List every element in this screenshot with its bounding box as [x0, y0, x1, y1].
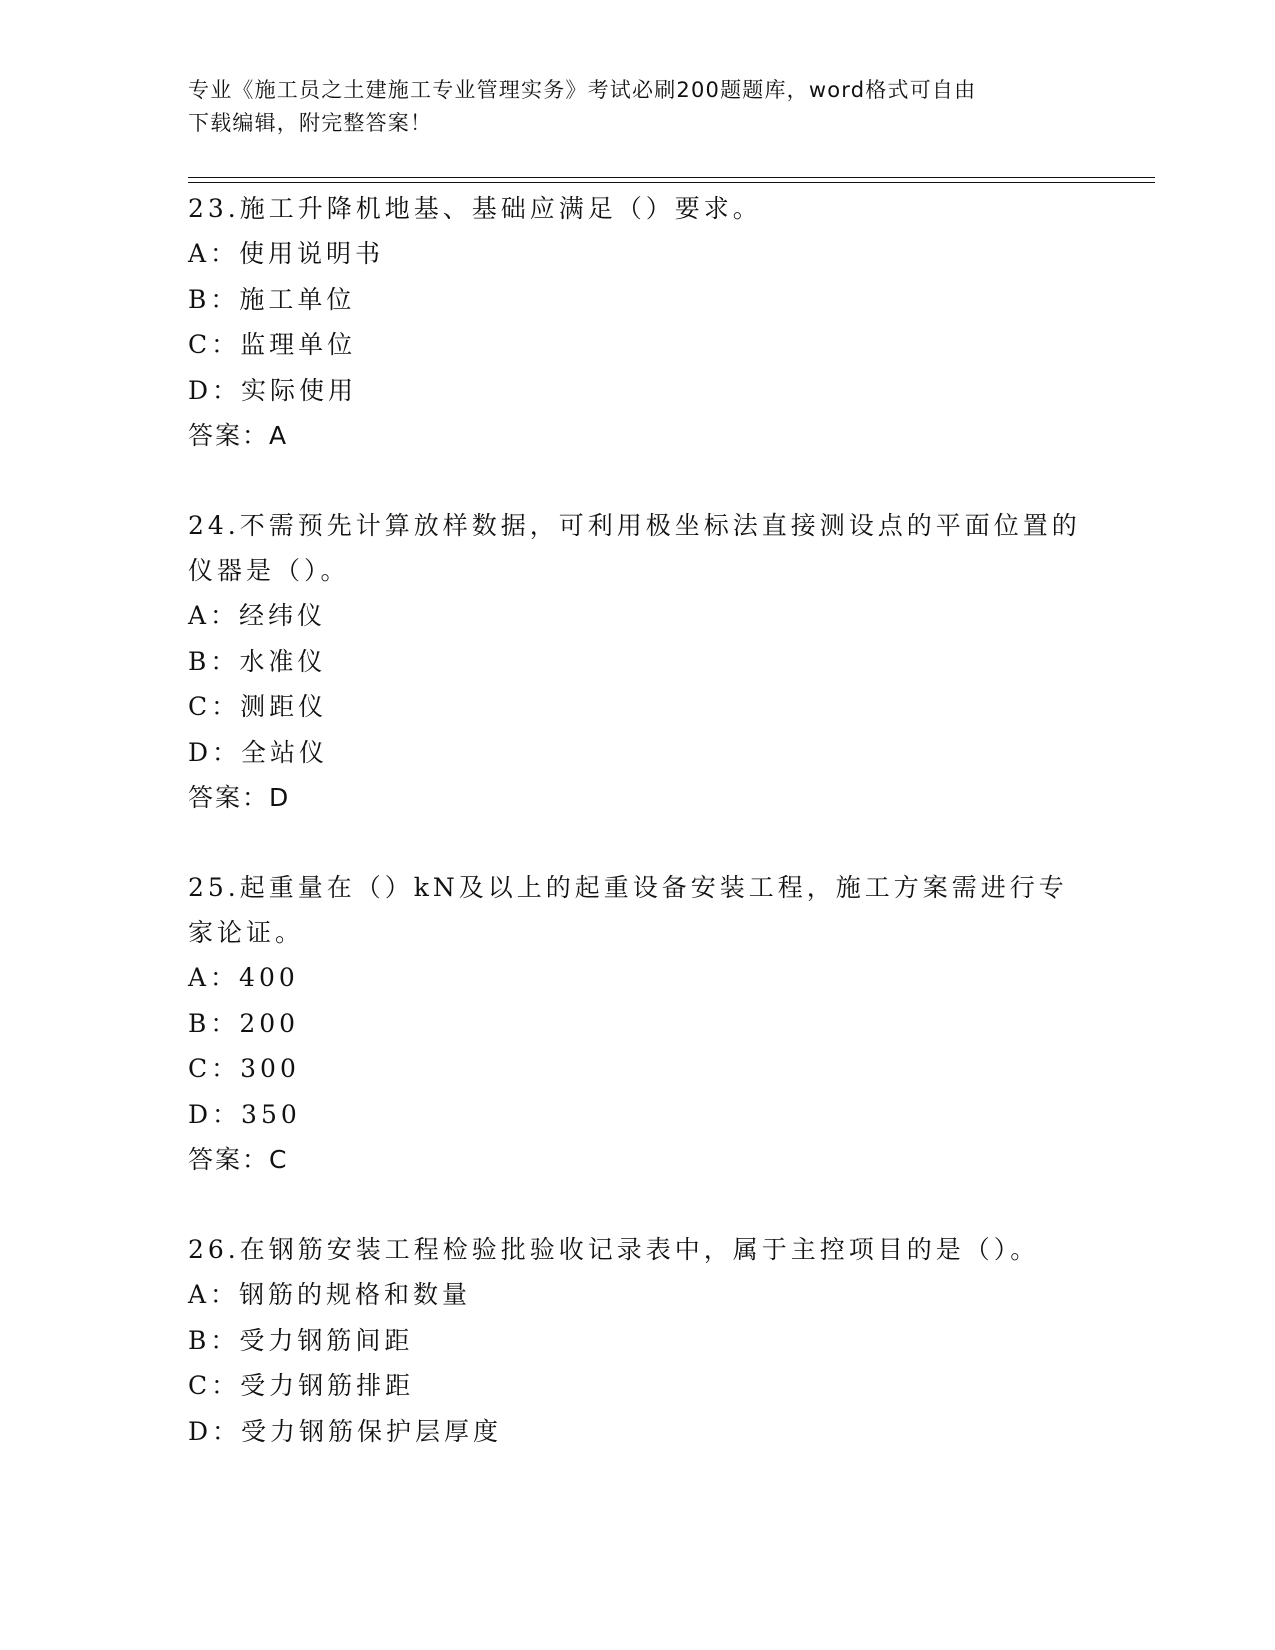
question-text: 25.起重量在（）kN及以上的起重设备安装工程，施工方案需进行专家论证。 — [188, 873, 1068, 947]
option-a: A：使用说明书 — [188, 239, 385, 268]
option-d: D：350 — [188, 1099, 301, 1129]
option-a: A：经纬仪 — [188, 601, 327, 630]
option-c: C：测距仪 — [188, 692, 328, 721]
question-23 — [188, 186, 1088, 458]
option-d: D：受力钢筋保护层厚度 — [188, 1416, 503, 1446]
option-d: D：全站仪 — [188, 737, 329, 767]
option-b: B：施工单位 — [188, 284, 356, 314]
header-divider-bottom — [188, 182, 1155, 183]
document-header — [188, 74, 1088, 140]
option-list — [188, 231, 1088, 413]
option-b: B：受力钢筋间距 — [188, 1325, 414, 1355]
header-line-1: 专业《施工员之土建施工专业管理实务》考试必刷200题题库，word格式可自由 — [188, 78, 977, 102]
header-line-2: 下载编辑，附完整答案！ — [188, 111, 433, 135]
question-text: 24.不需预先计算放样数据，可利用极坐标法直接测设点的平面位置的仪器是（）。 — [188, 511, 1081, 585]
option-list — [188, 593, 1088, 775]
option-list — [188, 955, 1088, 1137]
option-c: C：监理单位 — [188, 330, 357, 359]
option-b: B：水准仪 — [188, 646, 327, 676]
option-b: B：200 — [188, 1008, 300, 1038]
option-c: C：300 — [188, 1054, 300, 1083]
question-list — [188, 186, 1088, 1499]
question-text: 26.在钢筋安装工程检验批验收记录表中，属于主控项目的是（）。 — [188, 1235, 1040, 1264]
question-text: 23.施工升降机地基、基础应满足（）要求。 — [188, 194, 762, 223]
option-c: C：受力钢筋排距 — [188, 1371, 415, 1400]
question-25 — [188, 865, 1088, 1182]
option-list — [188, 1272, 1088, 1454]
answer-line: 答案：C — [188, 1145, 289, 1174]
option-a: A：400 — [188, 963, 299, 992]
answer-line: 答案：A — [188, 421, 289, 450]
question-26 — [188, 1227, 1088, 1454]
option-d: D：实际使用 — [188, 375, 358, 405]
header-divider-top — [188, 177, 1155, 178]
question-24 — [188, 503, 1088, 820]
option-a: A：钢筋的规格和数量 — [188, 1280, 472, 1309]
answer-line: 答案：D — [188, 783, 291, 812]
